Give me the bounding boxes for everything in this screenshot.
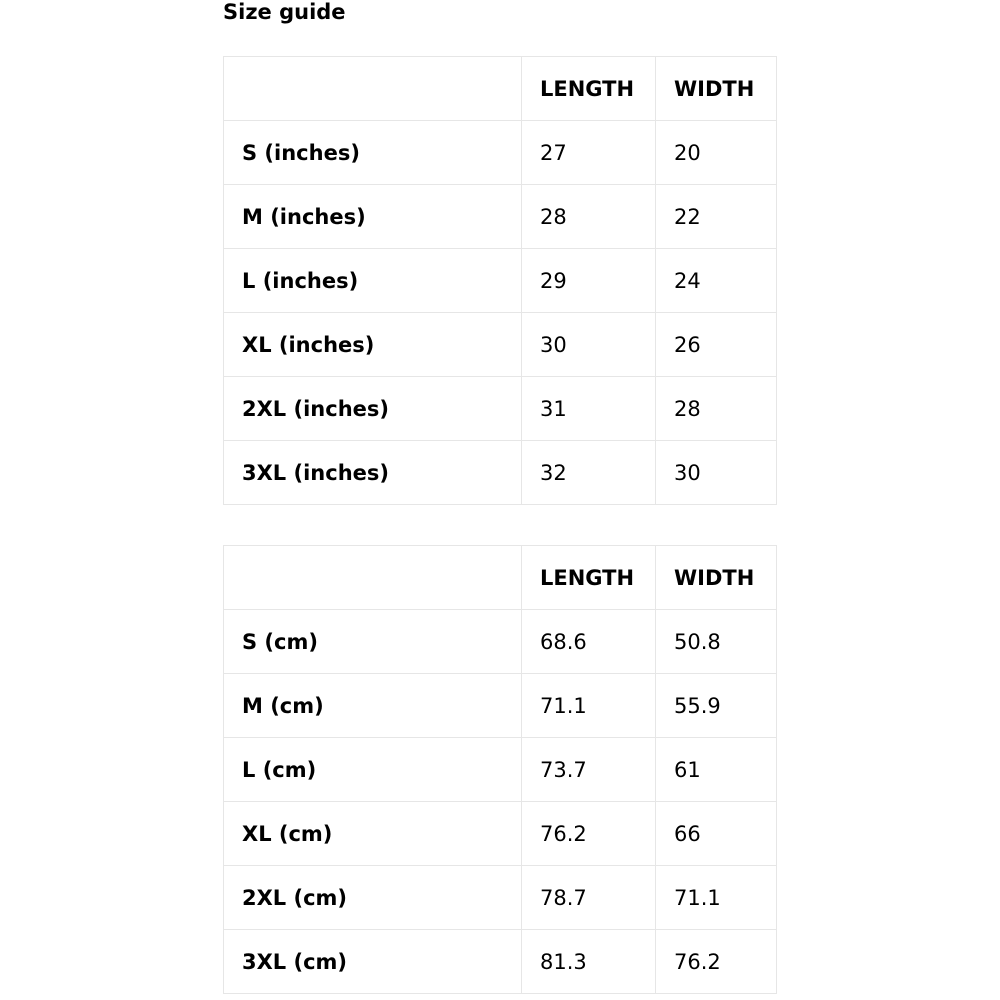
table-row <box>224 674 777 738</box>
table-header-row <box>224 57 777 121</box>
header-cell-size <box>224 57 522 121</box>
size-label: M (inches) <box>224 185 522 249</box>
size-label: L (inches) <box>224 249 522 313</box>
table-row <box>224 249 777 313</box>
width-value: 66 <box>656 802 777 866</box>
header-cell-size <box>224 546 522 610</box>
width-value: 24 <box>656 249 777 313</box>
length-value: 68.6 <box>522 610 656 674</box>
size-label: 3XL (cm) <box>224 930 522 994</box>
size-label: 2XL (cm) <box>224 866 522 930</box>
length-value: 27 <box>522 121 656 185</box>
header-cell-width: WIDTH <box>656 57 777 121</box>
length-value: 32 <box>522 441 656 505</box>
length-value: 81.3 <box>522 930 656 994</box>
table-row <box>224 185 777 249</box>
header-cell-length: LENGTH <box>522 546 656 610</box>
table-header-row <box>224 546 777 610</box>
width-value: 26 <box>656 313 777 377</box>
size-label: 3XL (inches) <box>224 441 522 505</box>
width-value: 55.9 <box>656 674 777 738</box>
table-row <box>224 313 777 377</box>
header-cell-length: LENGTH <box>522 57 656 121</box>
length-value: 78.7 <box>522 866 656 930</box>
length-value: 76.2 <box>522 802 656 866</box>
table-row <box>224 802 777 866</box>
size-label: M (cm) <box>224 674 522 738</box>
size-label: XL (inches) <box>224 313 522 377</box>
length-value: 31 <box>522 377 656 441</box>
size-table-inches <box>223 56 777 505</box>
size-label: S (cm) <box>224 610 522 674</box>
size-label: L (cm) <box>224 738 522 802</box>
table-row <box>224 738 777 802</box>
size-label: S (inches) <box>224 121 522 185</box>
table-row <box>224 377 777 441</box>
size-table-cm <box>223 545 777 994</box>
width-value: 28 <box>656 377 777 441</box>
width-value: 76.2 <box>656 930 777 994</box>
header-cell-width: WIDTH <box>656 546 777 610</box>
width-value: 20 <box>656 121 777 185</box>
width-value: 50.8 <box>656 610 777 674</box>
length-value: 28 <box>522 185 656 249</box>
width-value: 30 <box>656 441 777 505</box>
page-title: Size guide <box>223 0 346 24</box>
width-value: 22 <box>656 185 777 249</box>
length-value: 71.1 <box>522 674 656 738</box>
table-row <box>224 930 777 994</box>
table-row <box>224 610 777 674</box>
table-row <box>224 866 777 930</box>
length-value: 29 <box>522 249 656 313</box>
length-value: 30 <box>522 313 656 377</box>
table-row <box>224 441 777 505</box>
length-value: 73.7 <box>522 738 656 802</box>
size-label: XL (cm) <box>224 802 522 866</box>
width-value: 61 <box>656 738 777 802</box>
width-value: 71.1 <box>656 866 777 930</box>
size-label: 2XL (inches) <box>224 377 522 441</box>
table-row <box>224 121 777 185</box>
